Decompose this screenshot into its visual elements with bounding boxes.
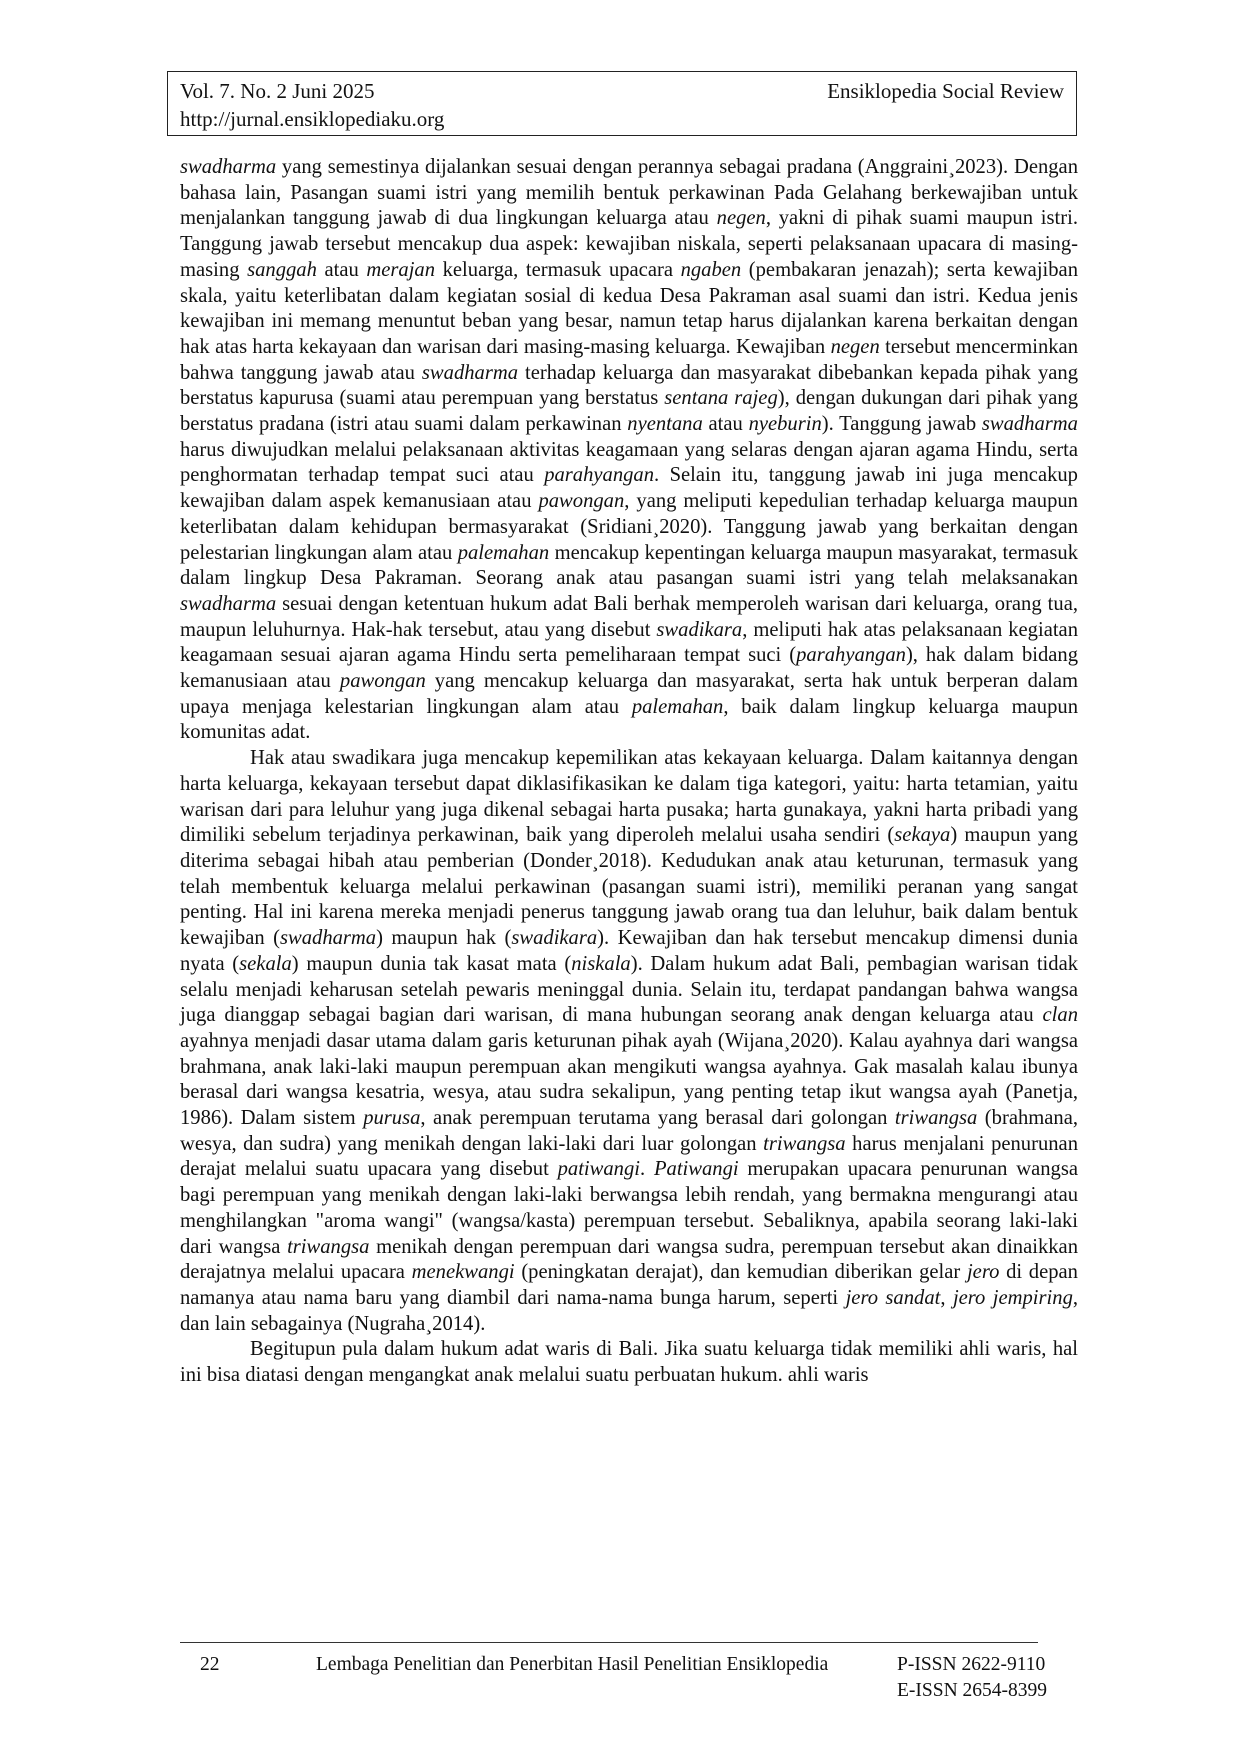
text-run: . [639, 1158, 654, 1181]
italic-term: nyentana [627, 413, 703, 436]
italic-term: palemahan [631, 695, 724, 718]
text-run: menikah dengan perempuan dari wangsa sudra, perempuan tersebut akan dinaikkan derajatnya melalui upacara [180, 1235, 1078, 1284]
journal-name: Ensiklopedia Social Review [827, 79, 1064, 103]
italic-term: patiwangi [557, 1158, 640, 1181]
italic-term: swadharma [981, 413, 1078, 436]
text-run: , yang meliputi kepedulian terhadap keluarga maupun keterlibatan dalam kehidupan bermasyarakat (Sridiani¸2020). Tanggung jawab yang berkaitan dengan pelestarian lingkungan alam atau [180, 490, 1078, 564]
italic-term: swadharma [180, 156, 277, 178]
journal-header [167, 71, 1077, 136]
p-issn: P-ISSN 2622-9110 [897, 1654, 1046, 1675]
text-run: terhadap keluarga dan masyarakat dibebankan kepada pihak yang berstatus kapurusa (suami atau perempuan yang berstatus [180, 361, 1078, 410]
italic-term: palemahan [457, 541, 550, 564]
volume-info: Vol. 7. No. 2 Juni 2025 [180, 79, 375, 103]
text-run: ). Kewajiban dan hak tersebut mencakup dimensi dunia nyata ( [180, 927, 1078, 975]
text-run: (peningkatan derajat), dan kemudian diberikan gelar [514, 1261, 967, 1284]
text-run: ). Dalam hukum adat Bali, pembagian warisan tidak selalu menjadi keharusan setelah pewaris meninggal dunia. Selain itu, terdapat pandangan bahwa wangsa juga dianggap sebagai bagian dari warisan, di mana hubungan seorang anak dengan keluarga atau [180, 952, 1079, 1027]
text-run: atau [702, 413, 749, 436]
text-run: (pembakaran jenazah); serta kewajiban skala, yaitu keterlibatan dalam kegiatan sosial di kedua Desa Pakraman asal suami dan istri. Kedua jenis kewajiban ini memang menuntut beban yang besar, namun tetap harus dijalankan karena berkaitan dengan hak atas harta kekayaan dan warisan dari masing-masing keluarga. Kewajiban [180, 258, 1078, 358]
italic-term: menekwangi [411, 1261, 515, 1284]
italic-term: merajan [366, 258, 436, 281]
italic-term: triwangsa [287, 1235, 370, 1258]
italic-term: parahyangan [796, 644, 906, 667]
text-run: (brahmana, wesya, dan sudra) yang menikah dengan laki-laki dari luar golongan [180, 1107, 1078, 1155]
page-number: 22 [200, 1654, 220, 1675]
italic-term: sentana rajeg [664, 387, 778, 410]
italic-term: jero sandat [845, 1286, 941, 1309]
text-run: , [940, 1286, 953, 1309]
paragraph [180, 746, 1078, 1337]
italic-term: sekala [239, 952, 292, 975]
text-run: Begitupun pula dalam hukum adat waris di Bali. Jika suatu keluarga tidak memiliki ahli waris, hal ini bisa diatasi dengan mengangkat anak melalui suatu perbuatan hukum. ahli waris [180, 1338, 1078, 1387]
text-run: ). Tanggung jawab [821, 413, 982, 436]
italic-term: purusa [363, 1107, 421, 1130]
e-issn: E-ISSN 2654-8399 [897, 1680, 1048, 1701]
text-run: atau [316, 258, 367, 281]
italic-term: swadharma [421, 361, 519, 384]
text-run: di depan namanya atau nama baru yang diambil dari nama-nama bunga harum, seperti [180, 1261, 1078, 1309]
text-run: ) maupun yang diterima sebagai hibah atau pemberian (Donder¸2018). Kedudukan anak atau keturunan, termasuk yang telah membentuk keluarga melalui perkawinan (pasangan suami istri), memiliki peranan yang sangat penting. Hal ini karena mereka menjadi penerus tanggung jawab orang tua dan leluhur, baik dalam bentuk kewajiban ( [180, 824, 1078, 950]
journal-url: http://jurnal.ensiklopediaku.org [180, 107, 445, 131]
publisher-name: Lembaga Penelitian dan Penerbitan Hasil Penelitian Ensiklopedia [316, 1654, 829, 1675]
text-run: merupakan upacara penurunan wangsa bagi perempuan yang menikah dengan laki-laki berwangsa lebih rendah, yang bermakna mengurangi atau menghilangkan "aroma wangi" (wangsa/kasta) perempuan tersebut. Sebaliknya, apabila seorang laki-laki dari wangsa [180, 1158, 1078, 1258]
text-run: yang mencakup keluarga dan masyarakat, serta hak untuk berperan dalam upaya menjaga kelestarian lingkungan alam atau [180, 670, 1078, 718]
text-run: ) maupun hak ( [376, 927, 512, 950]
italic-term: nyeburin [748, 413, 822, 436]
italic-term: swadharma [279, 927, 377, 950]
text-run: yang semestinya dijalankan sesuai dengan perannya sebagai pradana (Anggraini¸2023). Dengan bahasa lain, Pasangan suami istri yang memilih bentuk perkawinan Pada Gelahang berkewajiban untuk menjalankan tanggung jawab di dua lingkungan keluarga atau [180, 156, 1078, 230]
italic-term: ngaben [680, 258, 742, 281]
italic-term: parahyangan [544, 464, 655, 487]
italic-term: jero [966, 1261, 1000, 1284]
text-run: , yakni di pihak suami maupun istri. Tanggung jawab tersebut mencakup dua aspek: kewajiban niskala, seperti pelaksanaan upacara di masing-masing [180, 207, 1078, 281]
text-run: mencakup kepentingan keluarga maupun masyarakat, termasuk dalam lingkup Desa Pakraman. Seorang anak atau pasangan suami istri yang telah melaksanakan [180, 541, 1078, 590]
text-run: , baik dalam lingkup keluarga maupun komunitas adat. [180, 695, 1078, 744]
text-run: ayahnya menjadi dasar utama dalam garis keturunan pihak ayah (Wijana¸2020). Kalau ayahnya dari wangsa brahmana, anak laki-laki maupun perempuan akan mengikuti wangsa ayahnya. Gak masalah kalau ibunya berasal dari wangsa kesatria, wesya, atau sudra sekalipun, yang penting tetap ikut wangsa ayah (Panetja, 1986). Dalam sistem [180, 1029, 1078, 1130]
paragraph [180, 155, 1078, 746]
text-run: , dan lain sebagainya (Nugraha¸2014). [180, 1286, 1079, 1335]
text-run: ), dengan dukungan dari pihak yang berstatus pradana (istri atau suami dalam perkawinan [180, 387, 1078, 436]
article-body [180, 155, 1078, 1389]
italic-term: swadikara [656, 618, 743, 641]
italic-term: swadikara [511, 927, 598, 950]
italic-term: clan [1042, 1004, 1078, 1027]
text-run: ), hak dalam bidang kemanusiaan atau [180, 644, 1078, 693]
italic-term: triwangsa [763, 1132, 846, 1155]
header-top-row [180, 77, 1064, 105]
text-run: . Selain itu, tanggung jawab ini juga mencakup kewajiban dalam aspek kemanusiaan atau [180, 464, 1078, 513]
text-run: , meliputi hak atas pelaksanaan kegiatan keagamaan sesuai ajaran agama Hindu serta pemeliharaan tempat suci ( [180, 618, 1078, 667]
text-run: tersebut mencerminkan bahwa tanggung jawab atau [180, 335, 1078, 384]
italic-term: triwangsa [894, 1107, 978, 1130]
text-run: sesuai dengan ketentuan hukum adat Bali berhak memperoleh warisan dari keluarga, orang tua, maupun leluhurnya. Hak-hak tersebut, atau yang disebut [180, 592, 1078, 641]
text-run: , anak perempuan terutama yang berasal dari golongan [420, 1107, 895, 1130]
text-run: keluarga, termasuk upacara [435, 258, 681, 281]
italic-term: negen [830, 335, 880, 358]
italic-term: Patiwangi [653, 1158, 739, 1181]
footer-divider [180, 1642, 1038, 1643]
italic-term: negen [716, 207, 766, 230]
italic-term: sekaya [894, 824, 951, 847]
italic-term: pawongan [339, 670, 426, 693]
text-run: ) maupun dunia tak kasat mata ( [291, 952, 572, 975]
italic-term: pawongan [538, 490, 625, 513]
italic-term: swadharma [180, 592, 277, 615]
paragraph [180, 1337, 1078, 1388]
italic-term: niskala [571, 952, 631, 975]
issn-block [897, 1652, 1047, 1704]
text-run: Hak atau swadikara juga mencakup kepemilikan atas kekayaan keluarga. Dalam kaitannya dengan harta keluarga, kekayaan tersebut dapat diklasifikasikan ke dalam tiga kategori, yaitu: harta tetamian, yaitu warisan dari para leluhur yang juga dikenal sebagai harta pusaka; harta gunakaya, yakni harta pribadi yang dimiliki sebelum terjadinya perkawinan, baik yang diperoleh melalui usaha sendiri ( [180, 747, 1078, 847]
italic-term: sanggah [247, 258, 317, 281]
text-run: harus menjalani penurunan derajat melalui suatu upacara yang disebut [180, 1132, 1078, 1181]
italic-term: jero jempiring [952, 1286, 1073, 1309]
text-run: harus diwujudkan melalui pelaksanaan aktivitas keagamaan yang selaras dengan ajaran agama Hindu, serta penghormatan terhadap tempat suci atau [180, 438, 1078, 487]
